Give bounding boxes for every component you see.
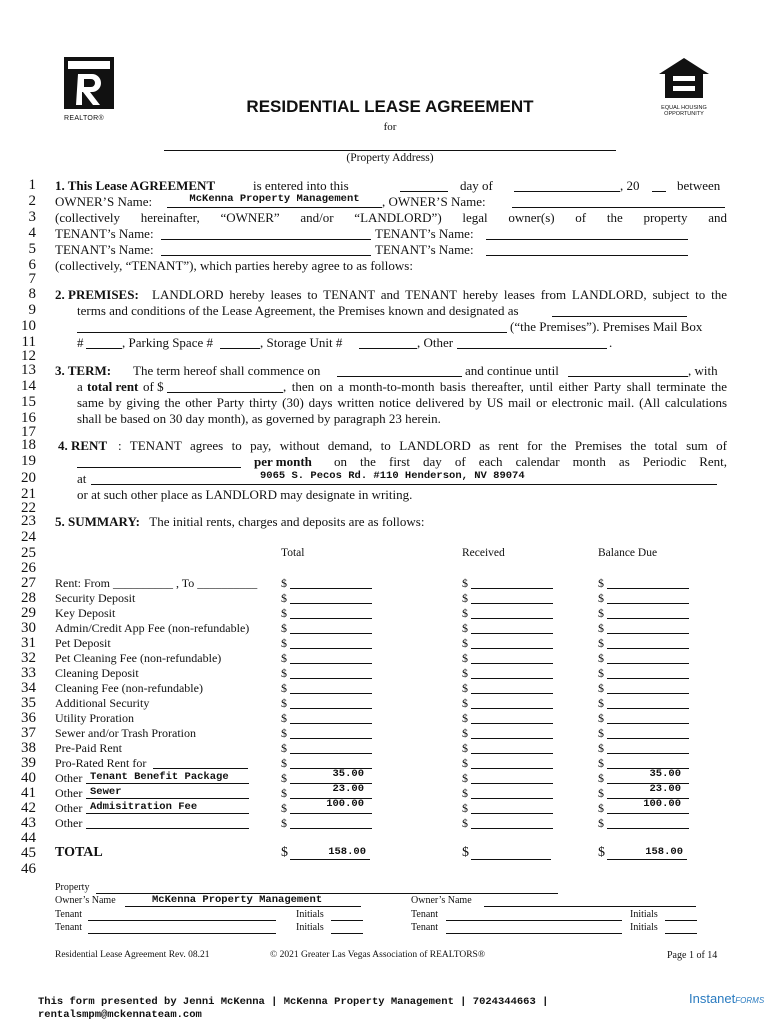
line-number: 16 [21, 410, 36, 426]
line-number: 13 [21, 362, 36, 378]
total-dollar: $ [281, 845, 288, 860]
line-number: 19 [21, 453, 36, 469]
s3-of: of $ [143, 379, 164, 394]
section-1 [55, 178, 727, 274]
presented-line: This form presented by Jenni McKenna | McKenna Property Management | 7024344663 | [38, 996, 549, 1008]
received-field[interactable] [471, 651, 553, 664]
balance-value: 100.00 [643, 798, 681, 810]
initials-field-2[interactable] [665, 909, 697, 921]
storage-field[interactable] [359, 335, 417, 349]
s5-head: 5. SUMMARY: [55, 514, 141, 529]
mailbox-hash: # [77, 335, 84, 350]
balance-dollar: $ [598, 696, 604, 710]
balance-field[interactable] [607, 696, 689, 709]
line-number: 33 [21, 665, 36, 681]
received-field[interactable] [471, 711, 553, 724]
s3-total-rent: total rent [87, 379, 139, 394]
total-field[interactable] [290, 606, 372, 619]
initials-field-3[interactable] [331, 922, 363, 934]
rent-amount-field[interactable] [77, 454, 241, 468]
footer-rev: Residential Lease Agreement Rev. 08.21 [55, 950, 210, 960]
received-field[interactable] [471, 681, 553, 694]
s2-head: 2. PREMISES: [55, 287, 139, 302]
s4-head: 4. RENT [58, 438, 108, 453]
total-field[interactable] [290, 636, 372, 649]
line-number: 22 [21, 500, 36, 516]
section-5-header [55, 514, 424, 530]
line-number: 8 [28, 286, 36, 302]
line-number: 30 [21, 620, 36, 636]
total-dollar: $ [281, 666, 287, 680]
tenant3-field[interactable] [161, 242, 371, 256]
s1-head: 1. This Lease AGREEMENT [55, 178, 216, 193]
total-rent-field[interactable] [167, 379, 283, 393]
line-number: 37 [21, 725, 36, 741]
total-field[interactable] [290, 591, 372, 604]
received-field[interactable] [471, 741, 553, 754]
balance-dollar: $ [598, 621, 604, 635]
received-dollar: $ [462, 756, 468, 770]
balance-field[interactable] [607, 741, 689, 754]
presented-email: rentalsmpm@mckennateam.com [38, 1009, 202, 1021]
s2-line10: (“the Premises”). Premises Mail Box [510, 319, 703, 334]
tenant-sig-2[interactable] [446, 909, 622, 921]
footer-presented [38, 996, 548, 1022]
line-number: 20 [21, 470, 36, 486]
other-desc-value: Admisitration Fee [90, 801, 198, 813]
commence-field[interactable] [337, 363, 462, 377]
section-2 [55, 287, 727, 351]
summary-label: Cleaning Deposit [55, 666, 139, 680]
total-value: 100.00 [326, 798, 364, 810]
balance-field[interactable] [607, 636, 689, 649]
total-dollar: $ [281, 756, 287, 770]
received-dollar: $ [462, 606, 468, 620]
summary-label: Key Deposit [55, 606, 116, 620]
line-number: 44 [21, 830, 36, 846]
tenant-label-3: Tenant [55, 922, 83, 933]
line-number: 27 [21, 575, 36, 591]
line-number: 24 [21, 529, 36, 545]
initials-label-4: Initials [630, 922, 658, 933]
premises-field-2[interactable] [77, 319, 507, 333]
balance-total-value: 158.00 [645, 846, 683, 858]
initials-label-1: Initials [296, 909, 324, 920]
owners-name-label-2: Owner’s Name [411, 895, 472, 906]
summary-label: Rent: From __________ , To __________ [55, 576, 258, 590]
summary-label: Utility Proration [55, 711, 134, 725]
total-field[interactable] [290, 621, 372, 634]
line-number: 2 [28, 193, 36, 209]
received-field[interactable] [471, 696, 553, 709]
s4-per-month: per month [254, 454, 312, 469]
line-number: 23 [21, 513, 36, 529]
s4-line21: or at such other place as LANDLORD may designate in writing. [77, 487, 413, 502]
line-number: 9 [28, 302, 36, 318]
line-number: 5 [28, 241, 36, 257]
total-label: TOTAL [55, 845, 103, 860]
total-value: 23.00 [332, 783, 364, 795]
tenant-sig-1[interactable] [88, 909, 276, 921]
line-number: 38 [21, 740, 36, 756]
received-dollar: $ [462, 711, 468, 725]
balance-field[interactable] [607, 606, 689, 619]
line-number: 25 [21, 545, 36, 561]
received-field[interactable] [471, 726, 553, 739]
total-dollar: $ [281, 606, 287, 620]
line-number: 14 [21, 378, 36, 394]
tenant-sig-4[interactable] [446, 922, 622, 934]
line-number: 42 [21, 800, 36, 816]
col-balance-header: Balance Due [598, 547, 658, 559]
summary-label: Pet Deposit [55, 636, 111, 650]
received-dollar: $ [462, 801, 468, 815]
s3-line16: shall be based on 30 day month), as governed by paragraph 23 herein. [77, 411, 441, 426]
line-number: 10 [21, 318, 36, 334]
total-field[interactable] [290, 651, 372, 664]
line-number: 46 [21, 861, 36, 877]
owners-name-value: McKenna Property Management [152, 894, 323, 906]
received-dollar: $ [462, 786, 468, 800]
pay-address-field[interactable] [91, 471, 717, 485]
s3-commence: The term hereof shall commence on [133, 363, 321, 378]
total-dollar: $ [281, 726, 287, 740]
col-total-header: Total [281, 547, 305, 559]
instanet-logo [689, 991, 764, 1006]
property-label: Property [55, 882, 90, 893]
s2-period: . [609, 335, 613, 350]
summary-label: Cleaning Fee (non-refundable) [55, 681, 203, 695]
property-sig-line[interactable] [96, 883, 558, 894]
received-dollar: $ [462, 741, 468, 755]
other-desc-value: Tenant Benefit Package [90, 771, 229, 783]
received-field[interactable] [471, 786, 553, 799]
line-number: 31 [21, 635, 36, 651]
received-dollar: $ [462, 696, 468, 710]
line-number: 3 [28, 209, 36, 225]
property-address-line[interactable] [164, 142, 616, 151]
initials-field-1[interactable] [331, 909, 363, 921]
balance-value: 35.00 [649, 768, 681, 780]
balance-value: 23.00 [649, 783, 681, 795]
total-dollar: $ [281, 711, 287, 725]
balance-field[interactable] [607, 711, 689, 724]
total-dollar: $ [281, 621, 287, 635]
total-dollar: $ [281, 636, 287, 650]
line-number: 17 [21, 424, 36, 440]
day-field[interactable] [400, 178, 448, 192]
received-dollar: $ [462, 591, 468, 605]
s1-line3: (collectively hereinafter, “OWNER” and/or “LANDLORD”) legal owner(s) of the property and [55, 210, 727, 225]
balance-field[interactable] [607, 681, 689, 694]
summary-label: Other [55, 771, 83, 785]
total-dollar: $ [281, 786, 287, 800]
s1-between: between [677, 178, 721, 193]
balance-dollar: $ [598, 771, 604, 785]
balance-dollar: $ [598, 606, 604, 620]
total-dollar: $ [281, 696, 287, 710]
section-4 [58, 438, 727, 503]
s3-continue: and continue until [465, 363, 559, 378]
balance-dollar: $ [598, 756, 604, 770]
balance-dollar: $ [598, 636, 604, 650]
s3-a: a [77, 379, 83, 394]
s4-line19: on the first day of each calendar month as Periodic Rent, [334, 454, 727, 469]
received-total-dollar: $ [462, 845, 469, 860]
balance-dollar: $ [598, 666, 604, 680]
owners-name-field-2[interactable] [484, 895, 696, 907]
total-field[interactable] [290, 816, 372, 829]
s2-line8: LANDLORD hereby leases to TENANT and TENANT hereby leases from LANDLORD, subject to the [152, 287, 727, 302]
s3-with: , with [688, 363, 718, 378]
other-field[interactable] [457, 335, 607, 349]
balance-field[interactable] [607, 591, 689, 604]
total-field[interactable] [290, 711, 372, 724]
owners-name-field-1[interactable] [125, 895, 361, 907]
received-dollar: $ [462, 651, 468, 665]
s3-line14: , then on a month-to-month basis thereafter, until either Party shall terminate the [283, 379, 727, 394]
s3-line15: same by giving the other Party thirty (30) days written notice delivered by US mail or electronic mail. (All calculations [77, 395, 727, 410]
line-number: 6 [28, 257, 36, 273]
summary-label: Other [55, 786, 83, 800]
line-number: 18 [21, 437, 36, 453]
tenant-label-1: Tenant [55, 909, 83, 920]
storage-label: , Storage Unit # [260, 335, 343, 350]
line-number: 4 [28, 225, 36, 241]
total-dollar: $ [281, 801, 287, 815]
owner-label: OWNER’S Name: [55, 194, 153, 209]
equal-housing-icon [657, 56, 711, 100]
balance-dollar: $ [598, 651, 604, 665]
received-dollar: $ [462, 666, 468, 680]
s1-dayof: day of [460, 178, 493, 193]
balance-field[interactable] [607, 798, 689, 814]
equal-housing-text: EQUAL HOUSING OPPORTUNITY [661, 105, 707, 117]
tenant-label-2: Tenant [411, 909, 439, 920]
s2-line9: terms and conditions of the Lease Agreement, the Premises known and designated as [77, 303, 519, 318]
total-dollar: $ [281, 576, 287, 590]
parking-label: , Parking Space # [122, 335, 213, 350]
line-number: 40 [21, 770, 36, 786]
initials-label-3: Initials [296, 922, 324, 933]
initials-field-4[interactable] [665, 922, 697, 934]
balance-field[interactable] [607, 816, 689, 829]
initials-label-2: Initials [630, 909, 658, 920]
summary-label: Additional Security [55, 696, 150, 710]
summary-label: Other [55, 816, 83, 830]
line-number: 26 [21, 560, 36, 576]
other-label: , Other [417, 335, 454, 350]
received-dollar: $ [462, 621, 468, 635]
balance-dollar: $ [598, 816, 604, 830]
line-number: 12 [21, 348, 36, 364]
tenant2-label: TENANT’s Name: [375, 226, 474, 241]
owners-name-label-1: Owner’s Name [55, 895, 116, 906]
received-field[interactable] [471, 816, 553, 829]
line-number: 29 [21, 605, 36, 621]
total-field[interactable] [290, 845, 370, 860]
received-dollar: $ [462, 816, 468, 830]
total-field[interactable] [290, 696, 372, 709]
balance-dollar: $ [598, 681, 604, 695]
summary-label: Security Deposit [55, 591, 136, 605]
received-field[interactable] [471, 591, 553, 604]
title-for: for [383, 121, 397, 133]
total-field[interactable] [290, 666, 372, 679]
s4-line18: : TENANT agrees to pay, without demand, to LANDLORD as rent for the Premises the total sum of [118, 438, 727, 453]
summary-label: Sewer and/or Trash Proration [55, 726, 196, 740]
owner-name-field[interactable]: McKenna Property Management [167, 194, 382, 208]
owner2-name-field[interactable] [512, 194, 725, 208]
balance-dollar: $ [598, 741, 604, 755]
line-number: 36 [21, 710, 36, 726]
line-number: 21 [21, 486, 36, 502]
received-field[interactable] [471, 606, 553, 619]
summary-label: Other [55, 801, 83, 815]
balance-dollar: $ [598, 711, 604, 725]
mailbox-field[interactable] [86, 335, 122, 349]
total-dollar: $ [281, 651, 287, 665]
total-dollar: $ [281, 816, 287, 830]
line-number: 34 [21, 680, 36, 696]
pay-address-value: 9065 S. Pecos Rd. #110 Henderson, NV 89074 [260, 470, 525, 482]
received-field[interactable] [471, 801, 553, 814]
owner2-label: , OWNER’S Name: [382, 194, 486, 209]
other-desc-value: Sewer [90, 786, 122, 798]
tenant2-field[interactable] [486, 226, 688, 240]
total-field[interactable] [290, 726, 372, 739]
s1-text: is entered into this [253, 178, 349, 193]
line-number: 28 [21, 590, 36, 606]
tenant3-label: TENANT’s Name: [55, 242, 154, 257]
balance-field[interactable] [607, 651, 689, 664]
received-total-field[interactable] [471, 845, 551, 860]
realtor-logo-text: REALTOR® [64, 115, 104, 122]
balance-dollar: $ [598, 591, 604, 605]
tenant4-field[interactable] [486, 242, 688, 256]
property-address-caption: (Property Address) [346, 152, 434, 164]
received-dollar: $ [462, 771, 468, 785]
total-field[interactable] [290, 576, 372, 589]
col-received-header: Received [462, 547, 505, 559]
tenant-sig-3[interactable] [88, 922, 276, 934]
s3-head: 3. TERM: [55, 363, 112, 378]
line-number: 39 [21, 755, 36, 771]
section-3 [55, 363, 727, 427]
line-number: 35 [21, 695, 36, 711]
tenant4-label: TENANT’s Name: [375, 242, 474, 257]
total-value: 35.00 [332, 768, 364, 780]
balance-field[interactable] [607, 576, 689, 589]
footer-page: Page 1 of 14 [667, 950, 718, 961]
line-number: 11 [21, 334, 36, 350]
month-field[interactable] [514, 178, 620, 192]
premises-field[interactable] [552, 303, 687, 317]
year-field[interactable] [652, 178, 666, 192]
instanet-text: Instanet [689, 991, 736, 1006]
balance-dollar: $ [598, 786, 604, 800]
received-dollar: $ [462, 726, 468, 740]
parking-field[interactable] [220, 335, 260, 349]
balance-dollar: $ [598, 576, 604, 590]
balance-field[interactable] [607, 621, 689, 634]
total-dollar: $ [281, 741, 287, 755]
instanet-forms: FORMS [735, 996, 765, 1005]
balance-field[interactable] [607, 726, 689, 739]
line-number: 15 [21, 394, 36, 410]
line-number: 32 [21, 650, 36, 666]
s5-intro: The initial rents, charges and deposits are as follows: [149, 514, 425, 529]
s1-year: , 20 [620, 178, 640, 193]
received-field[interactable] [471, 621, 553, 634]
summary-label: Pro-Rated Rent for [55, 756, 147, 770]
received-field[interactable] [471, 756, 553, 769]
balance-field[interactable] [607, 666, 689, 679]
footer-copyright: © 2021 Greater Las Vegas Association of REALTORS® [270, 950, 486, 960]
line-number: 7 [28, 271, 36, 287]
received-field[interactable] [471, 636, 553, 649]
total-value: 158.00 [328, 846, 366, 858]
other-desc-field[interactable] [86, 786, 249, 799]
received-dollar: $ [462, 681, 468, 695]
summary-label: Admin/Credit App Fee (non-refundable) [55, 621, 250, 635]
other-desc-field[interactable] [86, 771, 249, 784]
summary-label: Pre-Paid Rent [55, 741, 122, 755]
total-field[interactable] [290, 741, 372, 754]
balance-total-dollar: $ [598, 845, 605, 860]
prorated-for-field[interactable] [153, 756, 248, 769]
line-number: 1 [28, 177, 36, 193]
total-dollar: $ [281, 681, 287, 695]
summary-label: Pet Cleaning Fee (non-refundable) [55, 651, 222, 665]
received-field[interactable] [471, 771, 553, 784]
other-desc-field[interactable] [86, 801, 249, 814]
balance-total-field[interactable] [607, 845, 687, 860]
s4-at: at [77, 471, 87, 486]
received-field[interactable] [471, 576, 553, 589]
s1-line6: (collectively, “TENANT”), which parties hereby agree to as follows: [55, 258, 413, 273]
page-title: RESIDENTIAL LEASE AGREEMENT [246, 97, 534, 116]
balance-dollar: $ [598, 801, 604, 815]
received-field[interactable] [471, 666, 553, 679]
tenant1-field[interactable] [161, 226, 371, 240]
received-dollar: $ [462, 576, 468, 590]
until-field[interactable] [568, 363, 688, 377]
total-dollar: $ [281, 591, 287, 605]
tenant1-label: TENANT’s Name: [55, 226, 154, 241]
balance-dollar: $ [598, 726, 604, 740]
total-dollar: $ [281, 771, 287, 785]
total-field[interactable] [290, 798, 372, 814]
received-dollar: $ [462, 636, 468, 650]
line-number: 43 [21, 815, 36, 831]
line-number: 41 [21, 785, 36, 801]
line-number: 45 [21, 845, 36, 861]
tenant-label-4: Tenant [411, 922, 439, 933]
total-field[interactable] [290, 681, 372, 694]
other-desc-field[interactable] [86, 816, 249, 829]
